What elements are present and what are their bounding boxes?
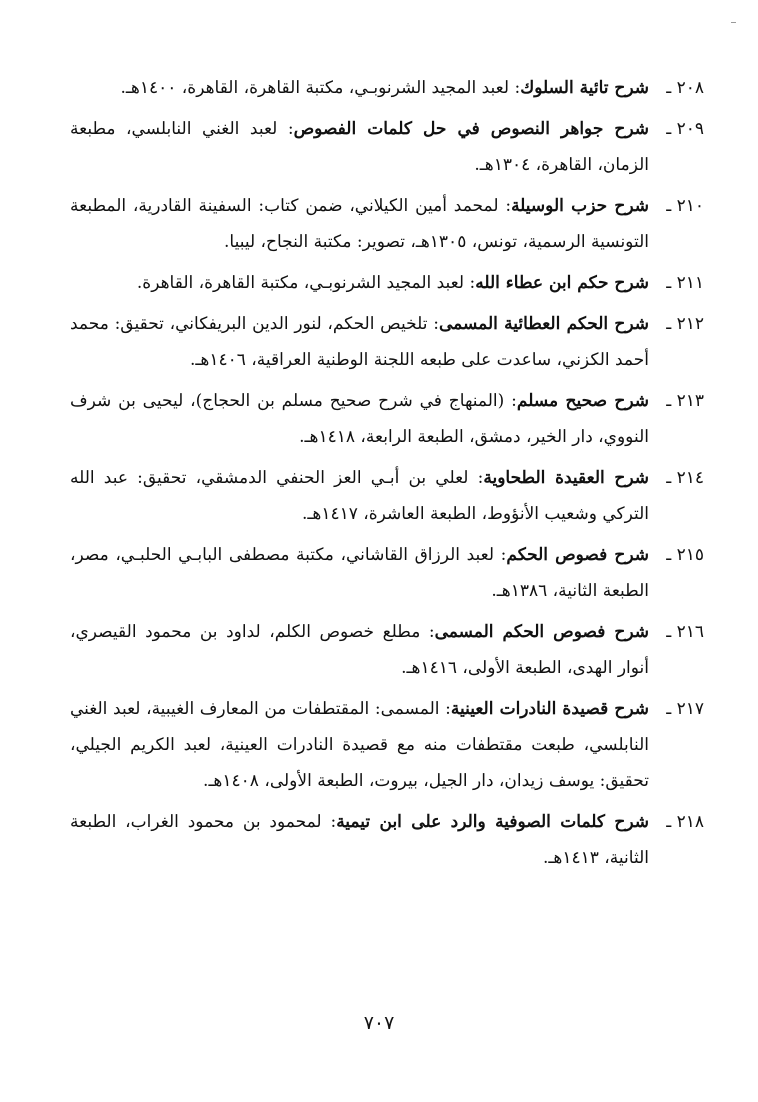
- bibliography-entry: [70, 460, 704, 532]
- entry-title: شرح حزب الوسيلة: [511, 196, 649, 216]
- entry-text: : مطلع خصوص الكلم، لداود بن محمود القيصري، أنوار الهدى، الطبعة الأولى، ١٤١٦هـ.: [70, 622, 649, 678]
- entry-text: : لعبد المجيد الشرنوبـي، مكتبة القاهرة، القاهرة.: [136, 273, 476, 293]
- entry-title: شرح العقيدة الطحاوية: [483, 468, 649, 488]
- bibliography-entry: [70, 804, 704, 876]
- bibliography-entry: [70, 537, 704, 609]
- bibliography-list: [70, 70, 704, 881]
- entry-number: ٢٠٩ ـ: [666, 119, 704, 139]
- entry-title: شرح تائية السلوك: [520, 78, 649, 98]
- entry-number: ٢١٣ ـ: [666, 391, 704, 411]
- bibliography-entry: [70, 691, 704, 799]
- entry-text: : (المنهاج في شرح صحيح مسلم بن الحجاج)، ليحيى بن شرف النووي، دار الخير، دمشق، الطبعة الرابعة، ١٤١٨هـ.: [70, 391, 649, 447]
- entry-title: شرح كلمات الصوفية والرد على ابن تيمية: [336, 812, 649, 832]
- bibliography-entry: [70, 188, 704, 260]
- entry-number: ٢١٨ ـ: [666, 812, 704, 832]
- scan-mark: [731, 22, 736, 23]
- entry-text: : لعبد المجيد الشرنوبـي، مكتبة القاهرة، القاهرة، ١٤٠٠هـ.: [120, 78, 521, 98]
- bibliography-entry: [70, 614, 704, 686]
- entry-text: : لمحمود بن محمود الغراب، الطبعة الثانية، ١٤١٣هـ.: [70, 812, 649, 868]
- entry-number: ٢١١ ـ: [666, 273, 704, 293]
- entry-title: شرح الحكم العطائية المسمى: [438, 314, 649, 334]
- entry-text: : لعلي بن أبـي العز الحنفي الدمشقي، تحقيق: عبد الله التركي وشعيب الأنؤوط، الطبعة العاشرة، ١٤١٧هـ.: [70, 468, 649, 524]
- entry-title: شرح جواهر النصوص في حل كلمات الفصوص: [293, 119, 649, 139]
- entry-text: : لمحمد أمين الكيلاني، ضمن كتاب: السفينة القادرية، المطبعة التونسية الرسمية، تونس، ١٣٠٥هـ، تصوير: مكتبة النجاح، ليبيا.: [70, 196, 649, 252]
- entry-number: ٢١٠ ـ: [666, 196, 704, 216]
- bibliography-entry: [70, 111, 704, 183]
- entry-number: ٢١٢ ـ: [666, 314, 704, 334]
- entry-title: شرح فصوص الحكم المسمى: [434, 622, 649, 642]
- bibliography-entry: [70, 383, 704, 455]
- entry-number: ٢١٧ ـ: [666, 699, 704, 719]
- entry-title: شرح قصيدة النادرات العينية: [450, 699, 649, 719]
- entry-text: : المسمى: المقتطفات من المعارف الغيبية، لعبد الغني النابلسي، طبعت مقتطفات منه مع قصيدة النادرات العينية، لعبد الكريم الجيلي، تحقيق: يوسف زيدان، دار الجيل، بيروت، الطبعة الأولى، ١٤٠٨هـ.: [70, 699, 649, 791]
- entry-title: شرح فصوص الحكم: [506, 545, 650, 565]
- page-number: ٧٠٧: [363, 1012, 395, 1034]
- entry-text: : لعبد الرزاق القاشاني، مكتبة مصطفى البابـي الحلبـي، مصر، الطبعة الثانية، ١٣٨٦هـ.: [70, 545, 649, 601]
- bibliography-entry: [70, 70, 704, 106]
- entry-text: : تلخيص الحكم، لنور الدين البريفكاني، تحقيق: محمد أحمد الكزني، ساعدت على طبعه اللجنة الوطنية العراقية، ١٤٠٦هـ.: [70, 314, 649, 370]
- bibliography-entry: [70, 306, 704, 378]
- entry-number: ٢٠٨ ـ: [666, 78, 704, 98]
- bibliography-entry: [70, 265, 704, 301]
- entry-title: شرح حكم ابن عطاء الله: [475, 273, 649, 293]
- entry-number: ٢١٥ ـ: [666, 545, 704, 565]
- entry-title: شرح صحيح مسلم: [516, 391, 649, 411]
- entry-number: ٢١٤ ـ: [666, 468, 704, 488]
- entry-text: : لعبد الغني النابلسي، مطبعة الزمان، القاهرة، ١٣٠٤هـ.: [70, 119, 649, 175]
- entry-number: ٢١٦ ـ: [666, 622, 704, 642]
